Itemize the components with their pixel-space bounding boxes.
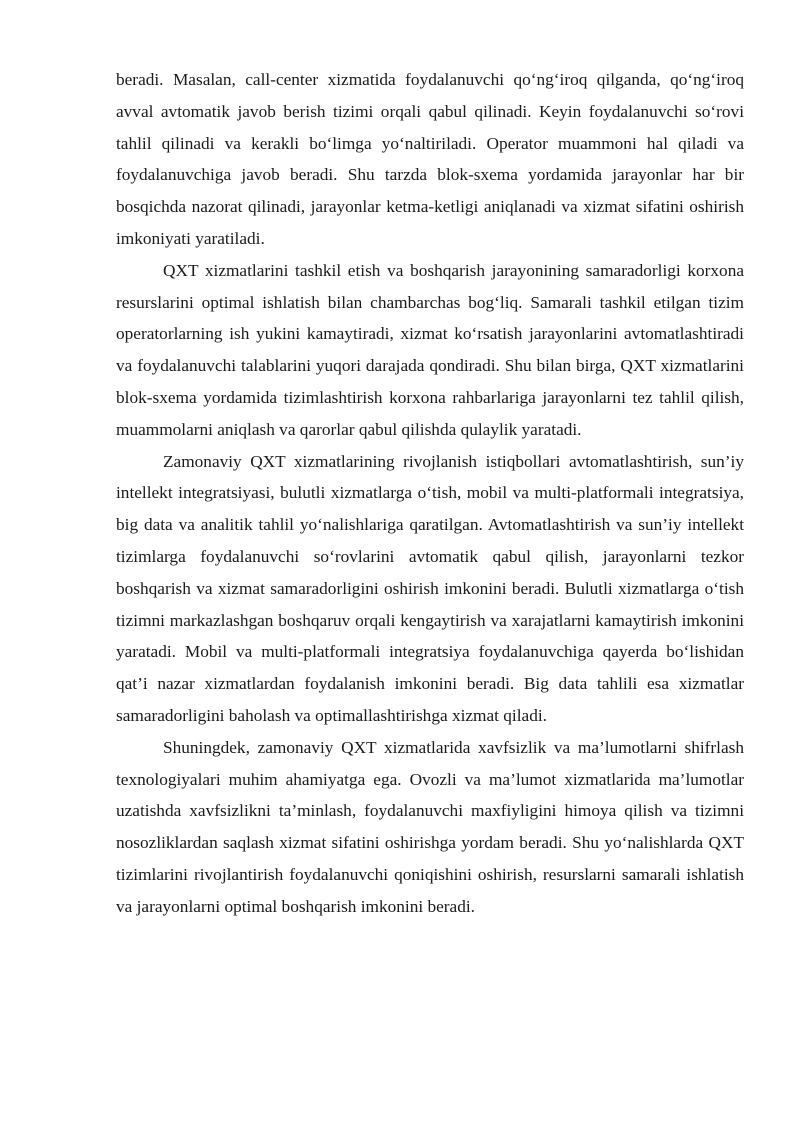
document-body [116, 64, 744, 923]
paragraph-continuation: beradi. Masalan, call-center xizmatida foydalanuvchi qo‘ng‘iroq qilganda, qo‘ng‘iroq avval avtomatik javob berish tizimi orqali qabul qilinadi. Keyin foydalanuvchi so‘rovi tahlil qilinadi va kerakli bo‘limga yo‘naltiriladi. Operator muammoni hal qiladi va foydalanuvchiga javob beradi. Shu tarzda blok-sxema yordamida jarayonlar har bir bosqichda nazorat qilinadi, jarayonlar ketma-ketligi aniqlanadi va xizmat sifatini oshirish imkoniyati yaratiladi. [116, 70, 744, 248]
paragraph-security: Shuningdek, zamonaviy QXT xizmatlarida xavfsizlik va ma’lumotlarni shifrlash texnologiyalari muhim ahamiyatga ega. Ovozli va ma’lumot xizmatlarida ma’lumotlar uzatishda xavfsizlikni ta’minlash, foydalanuvchi maxfiyligini himoya qilish va tizimni nosozliklardan saqlash xizmat sifatini oshirishga yordam beradi. Shu yo‘nalishlarda QXT tizimlarini rivojlantirish foydalanuvchi qoniqishini oshirish, resurslarni samarali ishlatish va jarayonlarni optimal boshqarish imkonini beradi. [116, 737, 744, 916]
paragraph-efficiency: QXT xizmatlarini tashkil etish va boshqarish jarayonining samaradorligi korxona resurslarini optimal ishlatish bilan chambarchas bog‘liq. Samarali tashkil etilgan tizim operatorlarning ish yukini kamaytiradi, xizmat ko‘rsatish jarayonlarini avtomatlashtiradi va foydalanuvchi talablarini yuqori darajada qondiradi. Shu bilan birga, QXT xizmatlarini blok-sxema yordamida tizimlashtirish korxona rahbarlariga jarayonlarni tez tahlil qilish, muammolarni aniqlash va qarorlar qabul qilishda qulaylik yaratadi. [116, 260, 744, 439]
paragraph-development-prospects: Zamonaviy QXT xizmatlarining rivojlanish istiqbollari avtomatlashtirish, sun’iy intellekt integratsiyasi, bulutli xizmatlarga o‘tish, mobil va multi-platformali integratsiya, big data va analitik tahlil yo‘nalishlariga qaratilgan. Avtomatlashtirish va sun’iy intellekt tizimlarga foydalanuvchi so‘rovlarini avtomatik qabul qilish, jarayonlarni tezkor boshqarish va xizmat samaradorligini oshirish imkonini beradi. Bulutli xizmatlarga o‘tish tizimni markazlashgan boshqaruv orqali kengaytirish va xarajatlarni kamaytirish imkonini yaratadi. Mobil va multi-platformali integratsiya foydalanuvchiga qayerda bo‘lishidan qat’i nazar xizmatlardan foydalanish imkonini beradi. Big data tahlili esa xizmatlar samaradorligini baholash va optimallashtirishga xizmat qiladi. [116, 451, 744, 725]
